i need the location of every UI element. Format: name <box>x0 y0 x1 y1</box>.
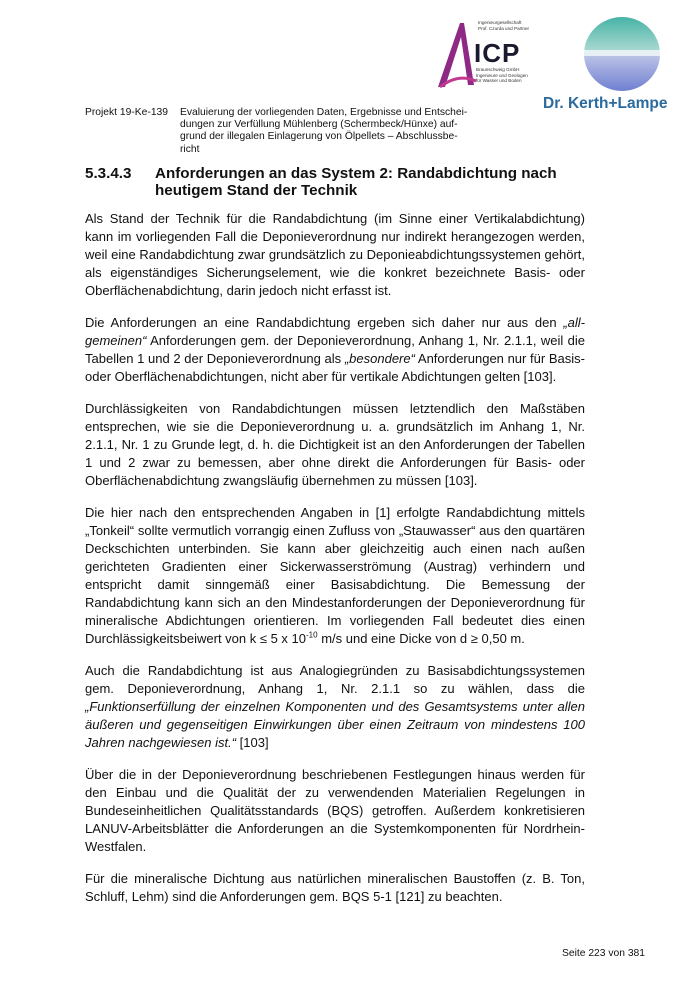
section-number: 5.3.4.3 <box>85 165 132 182</box>
kerth-lampe-logo-text: Dr. Kerth+Lampe <box>543 95 668 112</box>
p4-exponent: -10 <box>306 630 318 640</box>
p5-reference: [103] <box>236 735 269 750</box>
paragraph-5 <box>85 662 585 752</box>
icp-sub-line-1: Braunschweig GmbH <box>476 67 520 72</box>
icp-letters: ICP <box>474 38 521 68</box>
paragraph-7: Für die mineralische Dichtung aus natürlichen mineralischen Baustoffen (z. B. Ton, Schluff, Lehm) sind die Anforderungen gem. BQS 5-1 [121] zu beachten. <box>85 871 585 904</box>
paragraph-1: Als Stand der Technik für die Randabdichtung (im Sinne einer Vertikalabdichtung) kann im vorliegenden Fall die Deponieverordnung nur indirekt herangezogen werden, weil eine Randabdichtung zwar grundsätzlich zu Deponieabdichtungssystemen gehört, als eigenständiges Sicherungselement, wie die konkret bezeichnete Basis- oder Oberflächenabdichtung, darin jedoch nicht erfasst ist. <box>85 211 585 298</box>
p5-quote: „Funktionserfüllung der einzelnen Komponenten und des Gesamtsystems unter allen äußeren und gegenseitigen Einwirkungen über einen Zeitraum von mindestens 100 Jahren nachgewiesen ist.“ <box>85 699 585 750</box>
paragraph-4 <box>85 504 585 648</box>
p2-text-a: Die Anforderungen an eine Randabdichtung ergeben sich daher nur aus den <box>85 315 564 330</box>
p4-text-b: m/s und eine Dicke von d ≥ 0,50 m. <box>317 631 525 646</box>
body-text <box>85 210 585 920</box>
p5-text-a: Auch die Randabdichtung ist aus Analogiegründen zu Basisabdichtungssystemen gem. Deponieverordnung, Anhang 1, Nr. 2.1.1 so zu wählen, dass die <box>85 663 585 696</box>
description-line-3: grund der illegalen Einlagerung von Ölpellets – Abschlussbe- <box>180 131 458 143</box>
paragraph-3: Durchlässigkeiten von Randabdichtungen müssen letztendlich den Maßstäben entsprechen, wie sie die Deponieverordnung u. a. grundsätzlich im Anhang 1, Nr. 2.1.1, Nr. 1 zu Grunde legt, d. h. die Dichtigkeit ist an den Anforderungen der Tabellen 1 und 2 zwar zu bemessen, aber ohne direkt die Anforderungen für Basis- oder Oberflächenabdichtung zwangsläufig übernehmen zu müssen [103]. <box>85 401 585 488</box>
description-line-1: Evaluierung der vorliegenden Daten, Ergebnisse und Entschei- <box>180 107 468 118</box>
section-title: Anforderungen an das System 2: Randabdichtung nach heutigem Stand der Technik <box>155 165 557 199</box>
description-line-2: dungen zur Verfüllung Mühlenberg (Schermbeck/Hünxe) auf- <box>180 119 458 131</box>
icp-subtitle <box>476 67 528 84</box>
paragraph-6: Über die in der Deponieverordnung beschriebenen Festlegungen hinaus werden für den Einbau und die Qualität der zu verwendenden Materialien Regelungen in Bundeseinheitlichen Qualitätsstandards (BQS) getroffen. Außerdem konkretisieren LANUV-Arbeitsblätter die Anforderungen an die Systemkomponenten für Nordrhein-Westfalen. <box>85 767 585 854</box>
p2-emphasis-besondere: „besondere“ <box>344 351 415 366</box>
p2-emphasis-allgemeinen: „allgemeinen“ <box>85 315 585 348</box>
icp-small-line-1: Ingenieurgesellschaft <box>478 20 522 25</box>
p4-text-a: Die hier nach den entsprechenden Angaben in [1] erfolgte Randabdichtung mittels „Tonkeil“ sollte vermutlich vorrangig einen Zufluss von „Stauwasser“ aus den quartären Deckschichten unterbinden. Sie kann aber gleichzeitig auch einen nach außen gerichteten Gradienten einer Sickerwasserströmung (Austrag) verhindern und entspricht damit sinngemäß einer Basisabdichtung. Die Bemessung der Randabdichtung kann sich an den Mindestanforderungen der Deponieverordnung für mineralische Abdichtungen orientieren. Im vorliegenden Fall bedeutet dies einen Durchlässigkeitsbeiwert von k ≤ 5 x 10 <box>85 505 585 646</box>
icp-company-line <box>478 20 529 32</box>
p2-text-e: Anforderungen nur für Basis- oder Oberflächenabdichtungen, nicht aber für vertikale Abdichtungen gelten [103]. <box>85 351 585 384</box>
page-number: Seite 223 von 381 <box>561 948 645 959</box>
icp-sub-line-3: für Wasser und Boden <box>476 78 522 84</box>
project-number: Projekt 19-Ke-139 <box>85 107 168 118</box>
p2-text-c: Anforderungen gem. der Deponieverordnung, Anhang 1, Nr. 2.1.1, weil die Tabellen 1 und 2 der Deponieverordnung als <box>85 333 585 366</box>
icp-small-line-2: Prof. Czurda und Partner <box>478 26 530 31</box>
paragraph-2 <box>85 314 585 386</box>
icp-sub-line-2: Ingenieure und Geologen <box>476 72 528 78</box>
description-line-4: richt <box>180 143 200 155</box>
project-description <box>180 107 480 156</box>
